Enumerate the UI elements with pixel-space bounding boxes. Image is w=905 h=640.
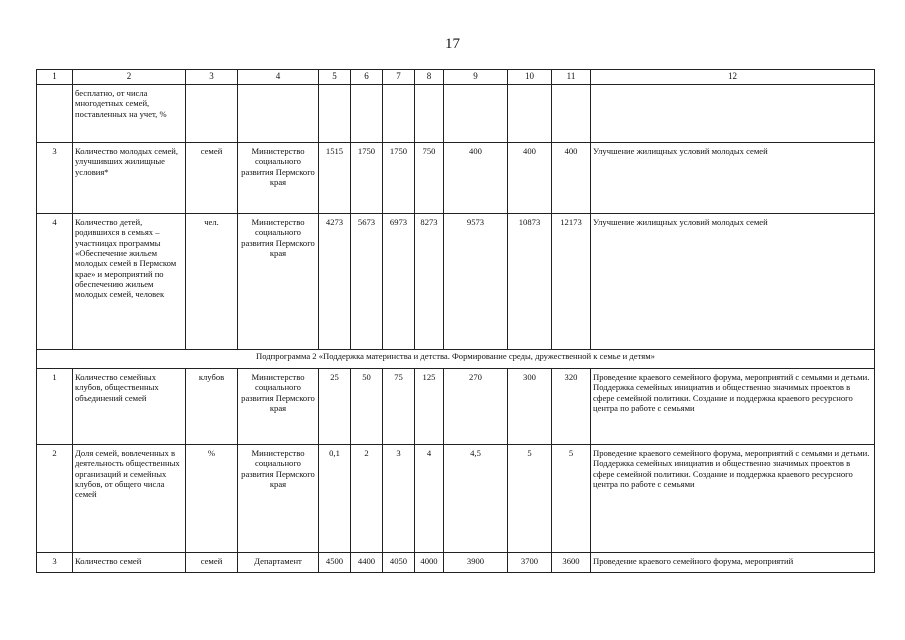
cell-v7: 4050 [383,553,415,573]
cell-unit: семей [186,553,238,573]
cell-v5 [319,85,351,143]
table-row [37,445,875,553]
cell-resp: Министерство социального развития Пермского края [238,445,319,553]
column-header-12: 12 [591,70,875,85]
cell-resp: Департамент [238,553,319,573]
cell-v8: 125 [415,369,444,445]
cell-name: Количество семейных клубов, общественных объединений семей [73,369,186,445]
cell-v8: 4 [415,445,444,553]
subprogram-row [37,350,875,369]
column-header-10: 10 [508,70,552,85]
cell-v10 [508,85,552,143]
cell-v7: 75 [383,369,415,445]
cell-v9: 9573 [444,214,508,350]
cell-v6: 1750 [351,143,383,214]
cell-v5: 25 [319,369,351,445]
cell-name: Количество семей [73,553,186,573]
cell-no: 3 [37,553,73,573]
cell-v7: 6973 [383,214,415,350]
cell-v11: 12173 [552,214,591,350]
cell-v10: 10873 [508,214,552,350]
cell-v6 [351,85,383,143]
indicators-table [36,69,875,573]
cell-unit: % [186,445,238,553]
column-header-3: 3 [186,70,238,85]
cell-result: Проведение краевого семейного форума, мероприятий [591,553,875,573]
cell-v7: 3 [383,445,415,553]
column-header-6: 6 [351,70,383,85]
cell-v10: 400 [508,143,552,214]
cell-resp: Министерство социального развития Пермского края [238,369,319,445]
page-number: 17 [445,36,460,52]
cell-v11: 3600 [552,553,591,573]
cell-v8: 8273 [415,214,444,350]
cell-v11: 320 [552,369,591,445]
cell-v7: 1750 [383,143,415,214]
cell-v9 [444,85,508,143]
cell-v6: 50 [351,369,383,445]
cell-v11: 5 [552,445,591,553]
cell-v9: 3900 [444,553,508,573]
cell-v5: 4273 [319,214,351,350]
cell-no: 2 [37,445,73,553]
table-row [37,214,875,350]
cell-unit [186,85,238,143]
column-header-11: 11 [552,70,591,85]
column-header-9: 9 [444,70,508,85]
cell-v8: 750 [415,143,444,214]
cell-result: Улучшение жилищных условий молодых семей [591,143,875,214]
cell-v8 [415,85,444,143]
cell-result [591,85,875,143]
cell-v9: 400 [444,143,508,214]
subprogram-title: Подпрограмма 2 «Поддержка материнства и детства. Формирование среды, дружественной к семье и детям» [37,350,875,369]
column-header-8: 8 [415,70,444,85]
cell-unit: чел. [186,214,238,350]
table-row [37,143,875,214]
table-row [37,553,875,573]
cell-name: Доля семей, вовлеченных в деятельность общественных организаций и семейных клубов, от общего числа семей [73,445,186,553]
column-header-5: 5 [319,70,351,85]
cell-name: Количество молодых семей, улучшивших жилищные условия* [73,143,186,214]
cell-no [37,85,73,143]
cell-v11 [552,85,591,143]
column-header-2: 2 [73,70,186,85]
cell-v10: 300 [508,369,552,445]
cell-v9: 4,5 [444,445,508,553]
cell-no: 4 [37,214,73,350]
cell-result: Улучшение жилищных условий молодых семей [591,214,875,350]
cell-resp: Министерство социального развития Пермского края [238,214,319,350]
cell-v6: 5673 [351,214,383,350]
cell-v9: 270 [444,369,508,445]
cell-name: Количество детей, родившихся в семьях – участницах программы «Обеспечение жильем молодых семей в Пермском крае» и мероприятий по обеспечению жильем молодых семей, человек [73,214,186,350]
cell-resp [238,85,319,143]
cell-no: 3 [37,143,73,214]
cell-v10: 5 [508,445,552,553]
cell-v11: 400 [552,143,591,214]
cell-v8: 4000 [415,553,444,573]
cell-result: Проведение краевого семейного форума, мероприятий с семьями и детьми. Поддержка семейных инициатив и общественно значимых проектов в сфере семейной политики. Создание и поддержка краевого ресурсного центра по работе с семьями [591,369,875,445]
cell-v6: 2 [351,445,383,553]
column-header-7: 7 [383,70,415,85]
cell-v5: 1515 [319,143,351,214]
cell-v10: 3700 [508,553,552,573]
cell-v6: 4400 [351,553,383,573]
table-row [37,85,875,143]
cell-result: Проведение краевого семейного форума, мероприятий с семьями и детьми. Поддержка семейных инициатив и общественно значимых проектов в сфере семейной политики. Создание и поддержка краевого ресурсного центра по работе с семьями [591,445,875,553]
cell-v7 [383,85,415,143]
header-row [37,70,875,85]
cell-v5: 0,1 [319,445,351,553]
cell-unit: клубов [186,369,238,445]
cell-unit: семей [186,143,238,214]
cell-resp: Министерство социального развития Пермского края [238,143,319,214]
column-header-1: 1 [37,70,73,85]
column-header-4: 4 [238,70,319,85]
cell-v5: 4500 [319,553,351,573]
cell-no: 1 [37,369,73,445]
cell-name: бесплатно, от числа многодетных семей, поставленных на учет, % [73,85,186,143]
table-row [37,369,875,445]
